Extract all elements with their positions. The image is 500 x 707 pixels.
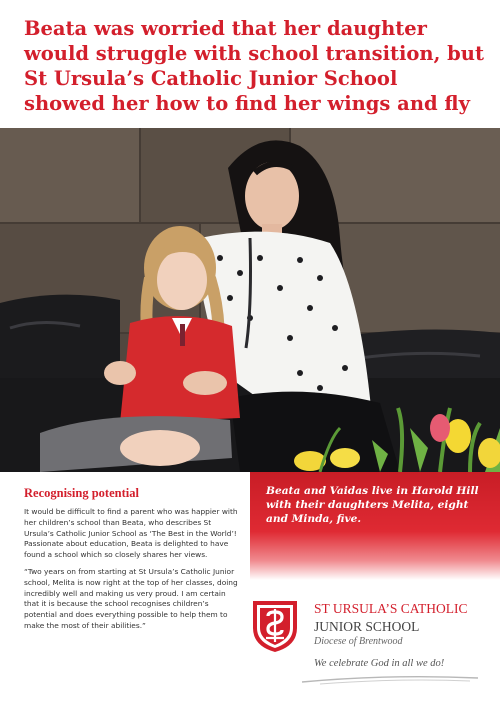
article-paragraph-2: “Two years on from starting at St Ursula’s Catholic Junior school, Melita is now right at the top of her classes, doing incredibly well and making us very proud. I am certain that it is because the school recognises children’s potential and does everything possible to help them to make the most of their abilities.”	[24, 566, 238, 630]
school-motto: We celebrate God in all we do!	[314, 658, 445, 669]
headline: Beata was worried that her daughter would struggle with school transition, but St Ursula’s Catholic Junior School showed her how to find her wings and fly	[24, 17, 484, 115]
diocese-label: Diocese of Brentwood	[314, 636, 403, 647]
section-title: Recognising potential	[24, 486, 139, 500]
article-paragraph-1: It would be difficult to find a parent who was happier with her children’s school than Beata, who describes St Ursula’s Catholic Junior School as ‘The Best in the World’! Passionate about education, Beata is delighted to have found a school which so closely shares her views.	[24, 507, 238, 560]
swoosh-decoration	[300, 672, 480, 686]
school-crest-icon	[250, 598, 300, 654]
photo-caption: Beata and Vaidas live in Harold Hill with their daughters Melita, eight and Minda, five.	[266, 485, 479, 525]
school-subtitle: JUNIOR SCHOOL	[314, 619, 420, 634]
mother-daughter-photo	[0, 128, 500, 472]
caption-box	[250, 472, 500, 580]
school-name: ST URSULA’S CATHOLIC	[314, 601, 468, 616]
hero-photo	[0, 128, 500, 472]
article-column	[24, 486, 239, 638]
